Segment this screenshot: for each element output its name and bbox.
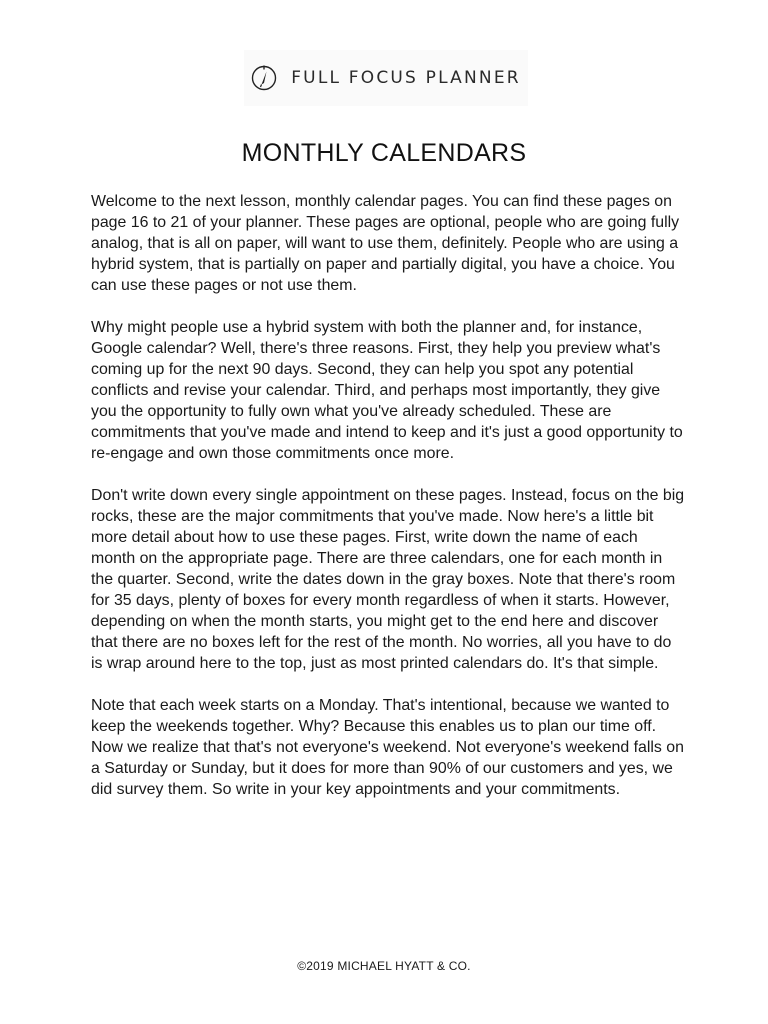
copyright-footer: ©2019 MICHAEL HYATT & CO. bbox=[297, 959, 471, 973]
paragraph: Note that each week starts on a Monday. That's intentional, because we wanted to keep the weekends together. Why? Because this enables us to plan our time off. Now we realize that that's not everyone's weekend. Not everyone's weekend falls on a Saturday or Sunday, but it does for more than 90% of our customers and yes, we did survey them. So write in your key appointments and your commitments. bbox=[91, 697, 684, 798]
page-title: MONTHLY CALENDARS bbox=[241, 139, 527, 167]
brand-logo bbox=[244, 50, 528, 106]
logo-wordmark: FULL FOCUS PLANNER bbox=[291, 68, 521, 88]
paragraph: Don't write down every single appointment on these pages. Instead, focus on the big rocks, these are the major commitments that you've made. Now here's a little bit more detail about how to use these pages. First, write down the name of each month on the appropriate page. There are three calendars, one for each month in the quarter. Second, write the dates down in the gray boxes. Note that there's room for 35 days, plenty of boxes for every month regardless of when it starts. However, depending on when the month starts, you might get to the end here and discover that there are no boxes left for the rest of the month. No worries, all you have to do is wrap around here to the top, just as most printed calendars do. It's that simple. bbox=[91, 487, 685, 672]
document-body bbox=[91, 191, 686, 821]
paragraph: Welcome to the next lesson, monthly calendar pages. You can find these pages on page 16 to 21 of your planner. These pages are optional, people who are going fully analog, that is all on paper, will want to use them, definitely. People who are using a hybrid system, that is partially on paper and partially digital, you have a choice. You can use these pages or not use them. bbox=[91, 193, 680, 294]
fountain-pen-nib-icon bbox=[251, 65, 277, 91]
paragraph: Why might people use a hybrid system with both the planner and, for instance, Google calendar? Well, there's three reasons. First, they help you preview what's coming up for the next 90 days. Second, they can help you spot any potential conflicts and revise your calendar. Third, and perhaps most importantly, they give you the opportunity to fully own what you've already scheduled. These are commitments that you've made and intend to keep and it's just a good opportunity to re-engage and own those commitments once more. bbox=[91, 319, 683, 462]
